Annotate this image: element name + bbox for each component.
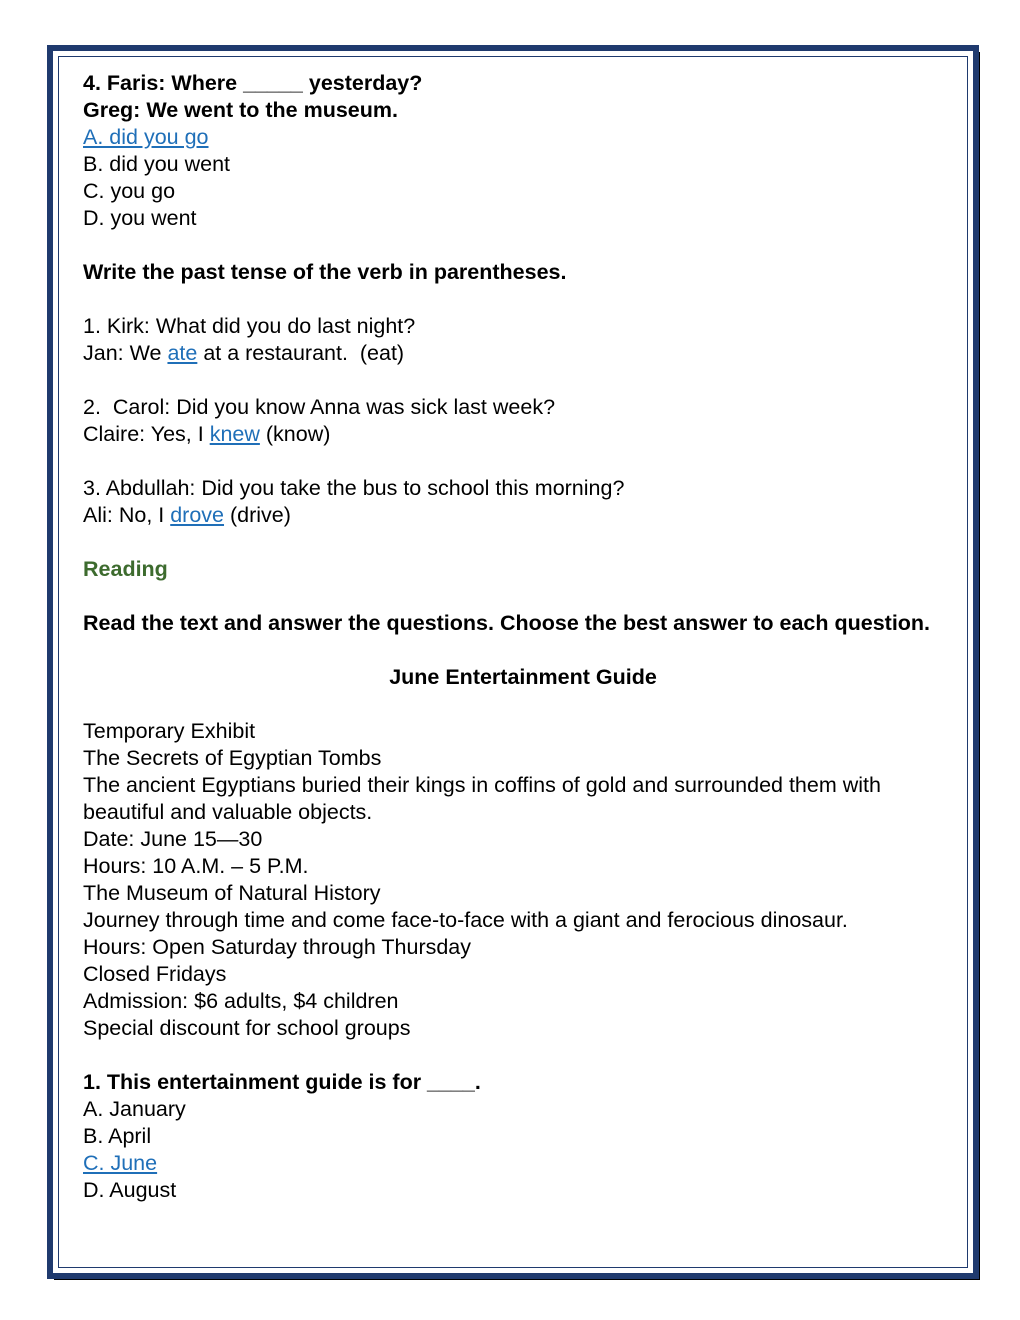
guide-line: Hours: Open Saturday through Thursday — [83, 935, 472, 959]
q4-option-d: D. you went — [83, 206, 197, 230]
past-tense-item-3-question: 3. Abdullah: Did you take the bus to school this morning? — [83, 476, 625, 500]
answer-line-suffix: (know) — [259, 422, 331, 446]
q4-option-b: B. did you went — [83, 152, 231, 176]
past-tense-item-3-answer-line — [83, 502, 963, 529]
q4-response: Greg: We went to the museum. — [83, 98, 398, 122]
reading-heading: Reading — [83, 557, 168, 581]
guide-title: June Entertainment Guide — [389, 665, 657, 689]
q4-option-c: C. you go — [83, 179, 176, 203]
answer-line-suffix: (drive) — [224, 503, 291, 527]
guide-line: The Museum of Natural History — [83, 881, 381, 905]
guide-line: Admission: $6 adults, $4 children — [83, 989, 399, 1013]
guide-line: The Secrets of Egyptian Tombs — [83, 746, 382, 770]
answer-line-prefix: Ali: No, I — [83, 503, 171, 527]
answer-line-prefix: Jan: We — [83, 341, 168, 365]
reading-q1-option-d: D. August — [83, 1178, 177, 1202]
reading-q1-option-a: A. January — [83, 1097, 186, 1121]
answer-line-suffix: at a restaurant. (eat) — [197, 341, 405, 365]
guide-line: Temporary Exhibit — [83, 719, 256, 743]
guide-line: Date: June 15—30 — [83, 827, 263, 851]
guide-line: Closed Fridays — [83, 962, 227, 986]
reading-q1-option-b: B. April — [83, 1124, 152, 1148]
guide-line: Special discount for school groups — [83, 1016, 411, 1040]
past-tense-item-2-answer-line — [83, 421, 963, 448]
past-tense-answer-2[interactable]: knew — [209, 422, 260, 446]
guide-line: Journey through time and come face-to-face with a giant and ferocious dinosaur. — [83, 908, 848, 932]
q4-option-a[interactable]: A. did you go — [83, 125, 209, 149]
guide-line: The ancient Egyptians buried their kings in coffins of gold and surrounded them with beautiful and valuable objects. — [83, 773, 881, 824]
q4-prompt: 4. Faris: Where _____ yesterday? — [83, 71, 423, 95]
past-tense-item-1-answer-line — [83, 340, 963, 367]
worksheet-content — [83, 70, 963, 1204]
guide-line: Hours: 10 A.M. – 5 P.M. — [83, 854, 309, 878]
past-tense-instruction: Write the past tense of the verb in parentheses. — [83, 260, 567, 284]
past-tense-answer-1[interactable]: ate — [167, 341, 198, 365]
answer-line-prefix: Claire: Yes, I — [83, 422, 210, 446]
past-tense-item-1-question: 1. Kirk: What did you do last night? — [83, 314, 416, 338]
reading-q1-option-c[interactable]: C. June — [83, 1151, 158, 1175]
reading-instruction: Read the text and answer the questions. Choose the best answer to each question. — [83, 611, 931, 635]
past-tense-item-2-question: 2. Carol: Did you know Anna was sick last week? — [83, 395, 556, 419]
past-tense-answer-3[interactable]: drove — [170, 503, 225, 527]
reading-q1-prompt: 1. This entertainment guide is for ____. — [83, 1070, 481, 1094]
